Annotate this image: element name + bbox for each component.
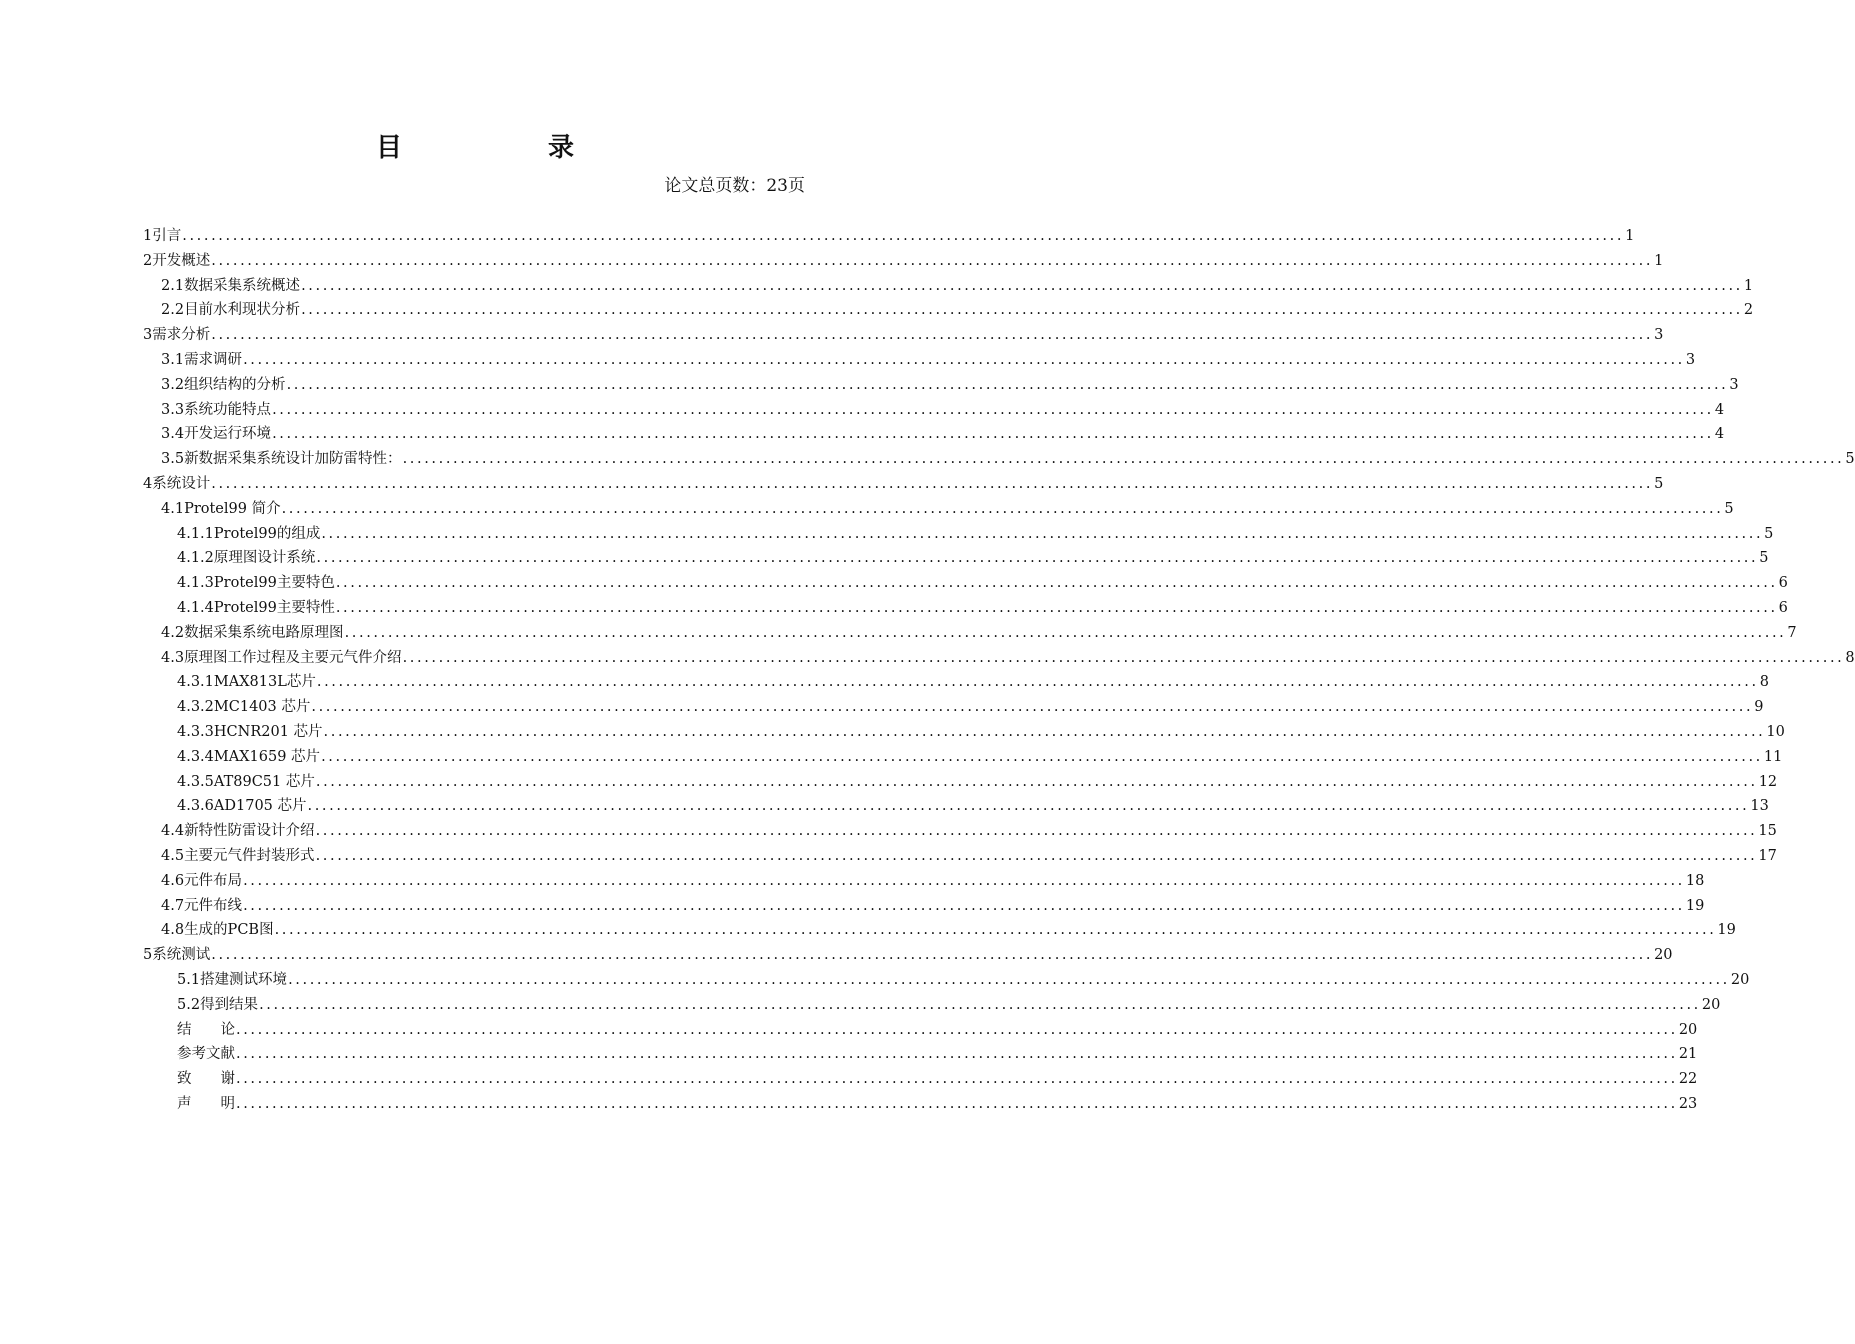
toc-entry[interactable]	[143, 571, 1788, 596]
toc-entry-label: Protel99主要特性	[213, 599, 335, 616]
toc-entry-label: 主要元气件封装形式	[184, 847, 315, 864]
toc-entry-page-number: 6	[1778, 575, 1788, 592]
toc-entry-label: 致 谢	[177, 1071, 235, 1088]
toc-entry-number: 4.3.3	[177, 723, 214, 740]
toc-leader-dots: ........................................................................................................................................................................................................	[335, 599, 1778, 616]
toc-entry-number: 4.1	[161, 500, 185, 517]
toc-entry[interactable]	[143, 447, 1855, 472]
toc-entry-page-number: 2	[1743, 302, 1754, 319]
toc-leader-dots: ........................................................................................................................................................................................................	[272, 426, 1714, 443]
toc-leader-dots: ........................................................................................................................................................................................................	[301, 302, 1743, 319]
toc-leader-dots: ........................................................................................................................................................................................................	[286, 376, 1729, 393]
toc-entry[interactable]	[143, 968, 1750, 993]
toc-entry-number: 3.2	[161, 376, 185, 393]
toc-entry-label: 需求分析	[152, 327, 211, 344]
toc-leader-dots: ........................................................................................................................................................................................................	[316, 550, 1759, 567]
toc-entry[interactable]	[143, 373, 1739, 398]
toc-entry-number: 4.3.4	[177, 748, 214, 765]
toc-entry-label: AT89C51 芯片	[213, 773, 315, 790]
toc-leader-dots: ........................................................................................................................................................................................................	[236, 1071, 1678, 1088]
toc-leader-dots: ........................................................................................................................................................................................................	[315, 823, 1758, 840]
toc-entry-label: 新数据采集系统设计加防雷特性：	[184, 451, 402, 468]
toc-leader-dots: ........................................................................................................................................................................................................	[211, 252, 1654, 269]
toc-entry-label: 系统测试	[152, 947, 211, 964]
toc-entry-number: 3.5	[161, 451, 185, 468]
toc-entry-number: 4.2	[161, 624, 185, 641]
toc-entry-page-number: 5	[1724, 500, 1734, 517]
toc-entry-page-number: 1	[1743, 277, 1754, 294]
toc-entry[interactable]	[143, 323, 1664, 348]
toc-entry-page-number: 5	[1845, 451, 1855, 468]
toc-leader-dots: ........................................................................................................................................................................................................	[236, 1095, 1678, 1112]
toc-entry-label: 结 论	[177, 1021, 235, 1038]
toc-entry-page-number: 23	[1678, 1095, 1698, 1112]
toc-leader-dots: ........................................................................................................................................................................................................	[243, 872, 1685, 889]
toc-leader-dots: ........................................................................................................................................................................................................	[315, 773, 1758, 790]
toc-entry-page-number: 5	[1764, 525, 1774, 542]
toc-entry[interactable]	[143, 546, 1769, 571]
toc-leader-dots: ........................................................................................................................................................................................................	[243, 897, 1685, 914]
toc-entry-label: 组织结构的分析	[184, 376, 286, 393]
toc-entry[interactable]	[143, 298, 1754, 323]
toc-entry-number: 4.8	[161, 922, 185, 939]
toc-entry[interactable]	[143, 943, 1673, 968]
toc-entry-label: AD1705 芯片	[213, 798, 307, 815]
toc-entry-number: 4.5	[161, 847, 185, 864]
toc-entry[interactable]	[143, 422, 1725, 447]
toc-entry-number: 4.4	[161, 823, 185, 840]
toc-entry-number: 4.3.1	[177, 674, 214, 691]
toc-entry[interactable]	[143, 869, 1705, 894]
toc-leader-dots: ........................................................................................................................................................................................................	[236, 1046, 1678, 1063]
toc-entry-label: 新特性防雷设计介绍	[184, 823, 315, 840]
toc-leader-dots: ........................................................................................................................................................................................................	[402, 451, 1845, 468]
toc-entry-page-number: 12	[1758, 773, 1778, 790]
toc-entry-page-number: 20	[1701, 996, 1721, 1013]
toc-entry[interactable]	[143, 993, 1721, 1018]
toc-leader-dots: ........................................................................................................................................................................................................	[272, 401, 1714, 418]
toc-entry-number: 2	[143, 252, 153, 269]
toc-entry-page-number: 20	[1654, 947, 1673, 964]
toc-entry[interactable]	[143, 646, 1855, 671]
toc-entry-label: 引言	[152, 228, 182, 244]
toc-entry[interactable]	[143, 1067, 1698, 1092]
toc-entry-label: 原理图工作过程及主要元气件介绍	[184, 649, 402, 666]
toc-entry-label: MAX1659 芯片	[213, 748, 321, 765]
toc-leader-dots: ........................................................................................................................................................................................................	[236, 1021, 1678, 1038]
toc-entry-number: 3.1	[161, 351, 185, 368]
toc-entry[interactable]	[143, 819, 1777, 844]
toc-entry[interactable]	[143, 670, 1769, 695]
toc-entry-label: 需求调研	[184, 351, 243, 368]
toc-entry-label: Protel99的组成	[213, 525, 321, 542]
toc-entry[interactable]	[143, 224, 1635, 249]
toc-entry[interactable]	[143, 398, 1725, 423]
toc-entry-page-number: 8	[1759, 674, 1769, 691]
toc-entry[interactable]	[143, 497, 1734, 522]
toc-leader-dots: ........................................................................................................................................................................................................	[316, 674, 1759, 691]
toc-leader-dots: ........................................................................................................................................................................................................	[211, 947, 1654, 964]
toc-entry[interactable]	[143, 770, 1778, 795]
toc-entry-label: 开发运行环境	[184, 426, 272, 443]
toc-leader-dots: ........................................................................................................................................................................................................	[315, 847, 1758, 864]
toc-leader-dots: ........................................................................................................................................................................................................	[301, 277, 1743, 294]
toc-entry-number: 4.3	[161, 649, 185, 666]
toc-entry-number: 1	[143, 228, 153, 244]
toc-leader-dots: ........................................................................................................................................................................................................	[321, 748, 1763, 765]
toc-leader-dots: ........................................................................................................................................................................................................	[311, 699, 1754, 716]
toc-entry[interactable]	[143, 522, 1774, 547]
toc-leader-dots: ........................................................................................................................................................................................................	[402, 649, 1845, 666]
toc-entry-label: 数据采集系统概述	[184, 277, 301, 294]
toc-entry-page-number: 7	[1787, 624, 1797, 641]
toc-entry-label: 数据采集系统电路原理图	[184, 624, 344, 641]
toc-entry-number: 3.3	[161, 401, 185, 418]
toc-entry-label: 搭建测试环境	[200, 971, 288, 988]
toc-entry-label: MAX813L芯片	[213, 674, 316, 691]
toc-entry[interactable]	[143, 918, 1736, 943]
toc-entry[interactable]	[143, 894, 1705, 919]
toc-entry-label: 系统设计	[152, 475, 211, 492]
toc-leader-dots: ........................................................................................................................................................................................................	[323, 723, 1766, 740]
toc-entry-number: 2.2	[161, 302, 185, 319]
toc-entry-label: 得到结果	[200, 996, 259, 1013]
toc-entry[interactable]	[143, 745, 1783, 770]
toc-entry-label: 元件布局	[184, 872, 243, 889]
toc-entry-label: 系统功能特点	[184, 401, 272, 418]
toc-entry-page-number: 13	[1750, 798, 1769, 815]
page-title: 目 录	[375, 133, 634, 163]
toc-entry[interactable]	[143, 274, 1754, 299]
toc-entry[interactable]	[143, 596, 1788, 621]
toc-entry[interactable]	[143, 472, 1664, 497]
toc-leader-dots: ........................................................................................................................................................................................................	[335, 575, 1778, 592]
toc-entry-label: HCNR201 芯片	[213, 723, 323, 740]
toc-entry-page-number: 22	[1678, 1071, 1698, 1088]
toc-leader-dots: ........................................................................................................................................................................................................	[321, 525, 1764, 542]
toc-entry[interactable]	[143, 794, 1769, 819]
toc-entry-page-number: 1	[1625, 228, 1635, 244]
toc-entry-label: MC1403 芯片	[213, 699, 311, 716]
toc-entry-number: 4.1.1	[177, 525, 214, 542]
toc-entry-page-number: 17	[1758, 847, 1777, 864]
toc-entry-number: 4.1.2	[177, 550, 214, 567]
toc-leader-dots: ........................................................................................................................................................................................................	[211, 327, 1654, 344]
toc-entry-label: Protel99 简介	[184, 500, 281, 517]
toc-entry-page-number: 20	[1730, 971, 1750, 988]
toc-leader-dots: ........................................................................................................................................................................................................	[211, 475, 1654, 492]
toc-entry-page-number: 11	[1763, 748, 1783, 765]
toc-entry-label: 目前水利现状分析	[184, 302, 301, 319]
toc-entry-page-number: 20	[1678, 1021, 1698, 1038]
toc-entry-page-number: 3	[1729, 376, 1739, 393]
toc-entry-page-number: 19	[1717, 922, 1736, 939]
toc-entry-number: 3.4	[161, 426, 185, 443]
toc-entry-number: 5.2	[177, 996, 201, 1013]
toc-entry-number: 4.3.6	[177, 798, 214, 815]
toc-entry-page-number: 5	[1759, 550, 1769, 567]
toc-entry[interactable]	[143, 348, 1696, 373]
toc-leader-dots: ........................................................................................................................................................................................................	[288, 971, 1730, 988]
toc-entry-number: 5.1	[177, 971, 201, 988]
toc-entry-page-number: 4	[1714, 426, 1725, 443]
toc-entry-page-number: 8	[1845, 649, 1855, 666]
toc-entry[interactable]	[143, 1042, 1698, 1067]
toc-entry-page-number: 1	[1654, 252, 1664, 269]
toc-entry[interactable]	[143, 720, 1785, 745]
toc-entry[interactable]	[143, 695, 1764, 720]
toc-entry-number: 4.1.4	[177, 599, 214, 616]
toc-leader-dots: ........................................................................................................................................................................................................	[281, 500, 1724, 517]
toc-entry-number: 4.1.3	[177, 575, 214, 592]
toc-entry-label: 原理图设计系统	[213, 550, 316, 567]
toc-entry-page-number: 18	[1685, 872, 1705, 889]
toc-entry-page-number: 10	[1766, 723, 1785, 740]
toc-leader-dots: ........................................................................................................................................................................................................	[307, 798, 1750, 815]
toc-entry-page-number: 9	[1754, 699, 1764, 716]
total-page-count: 论文总页数：23页	[664, 176, 805, 196]
table-of-contents	[143, 224, 1855, 1117]
toc-entry-label: 元件布线	[184, 897, 243, 914]
toc-entry-label: 开发概述	[152, 252, 211, 269]
toc-entry-page-number: 4	[1714, 401, 1725, 418]
toc-entry-number: 4	[143, 475, 153, 492]
toc-leader-dots: ........................................................................................................................................................................................................	[274, 922, 1717, 939]
toc-entry-label: 生成的PCB图	[184, 922, 274, 939]
toc-entry-page-number: 6	[1778, 599, 1788, 616]
toc-entry[interactable]	[143, 1092, 1698, 1117]
toc-leader-dots: ........................................................................................................................................................................................................	[243, 351, 1685, 368]
toc-entry-number: 4.6	[161, 872, 185, 889]
toc-entry[interactable]	[143, 1018, 1698, 1043]
toc-entry-number: 4.3.2	[177, 699, 214, 716]
toc-entry-page-number: 5	[1654, 475, 1664, 492]
toc-entry[interactable]	[143, 249, 1664, 274]
toc-entry-number: 4.3.5	[177, 773, 214, 790]
toc-entry-label: 参考文献	[177, 1046, 235, 1063]
toc-leader-dots: ........................................................................................................................................................................................................	[344, 624, 1787, 641]
toc-entry-number: 3	[143, 327, 153, 344]
toc-entry-label: 声 明	[177, 1095, 235, 1112]
toc-leader-dots: ........................................................................................................................................................................................................	[182, 228, 1625, 244]
toc-entry-page-number: 19	[1685, 897, 1705, 914]
toc-entry-page-number: 21	[1678, 1046, 1698, 1063]
toc-entry-page-number: 3	[1654, 327, 1664, 344]
toc-entry[interactable]	[143, 844, 1777, 869]
toc-leader-dots: ........................................................................................................................................................................................................	[259, 996, 1701, 1013]
toc-entry-number: 4.7	[161, 897, 185, 914]
toc-entry-number: 5	[143, 947, 153, 964]
toc-entry-page-number: 15	[1758, 823, 1777, 840]
toc-entry-label: Protel99主要特色	[213, 575, 335, 592]
toc-entry-number: 2.1	[161, 277, 185, 294]
toc-entry-page-number: 3	[1685, 351, 1696, 368]
toc-entry[interactable]	[143, 621, 1797, 646]
